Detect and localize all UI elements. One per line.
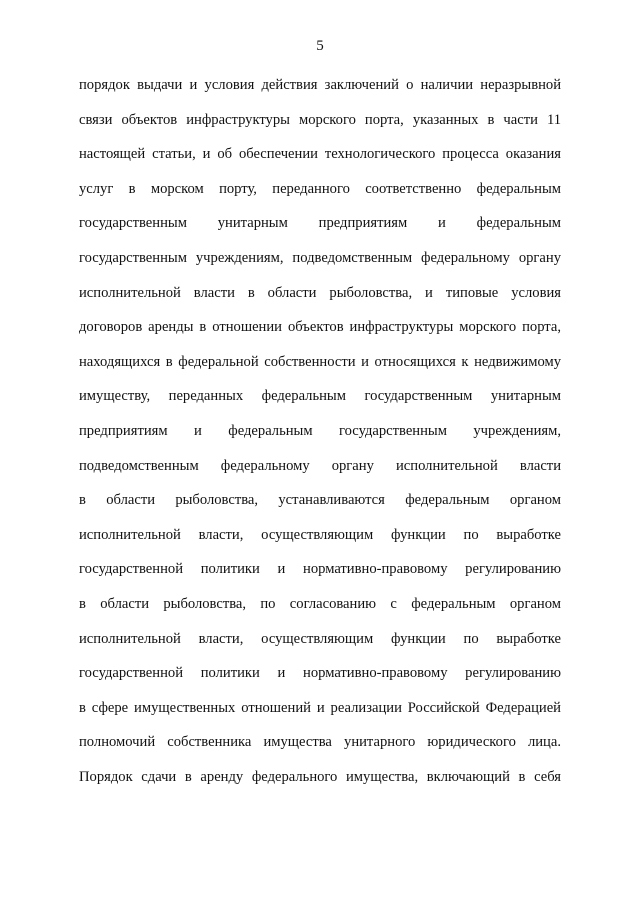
text-line: услуг в морском порту, переданного соответственно федеральным [79,180,561,197]
text-line: связи объектов инфраструктуры морского порта, указанных в части 11 [79,111,561,128]
text-line: в области рыболовства, по согласованию с федеральным органом [79,595,561,612]
text-line: исполнительной власти, осуществляющим функции по выработке [79,630,561,647]
text-line: государственным унитарным предприятиям и федеральным [79,215,561,232]
text-line: в области рыболовства, устанавливаются федеральным органом [79,492,561,509]
text-line: порядок выдачи и условия действия заключений о наличии неразрывной [79,77,561,93]
text-line: государственным учреждениям, подведомственным федеральному органу [79,249,561,266]
text-line: договоров аренды в отношении объектов инфраструктуры морского порта, [79,319,561,336]
text-line: предприятиям и федеральным государственным учреждениям, [79,422,561,439]
text-line: имуществу, переданных федеральным государственным унитарным [79,388,561,405]
body-paragraph [79,74,561,800]
text-line: государственной политики и нормативно-правовому регулированию [79,665,561,682]
text-line: государственной политики и нормативно-правовому регулированию [79,561,561,578]
text-line: в сфере имущественных отношений и реализации Российской Федерацией [79,699,561,716]
text-line: исполнительной власти в области рыболовства, и типовые условия [79,284,561,301]
page-number: 5 [316,38,324,54]
text-line: настоящей статьи, и об обеспечении технологического процесса оказания [79,146,561,163]
text-line: полномочий собственника имущества унитарного юридического лица. [79,734,561,751]
text-line: исполнительной власти, осуществляющим функции по выработке [79,526,561,543]
text-line: Порядок сдачи в аренду федерального имущества, включающий в себя [79,768,561,785]
text-line: подведомственным федеральному органу исполнительной власти [79,457,561,474]
text-line: находящихся в федеральной собственности и относящихся к недвижимому [79,353,561,370]
